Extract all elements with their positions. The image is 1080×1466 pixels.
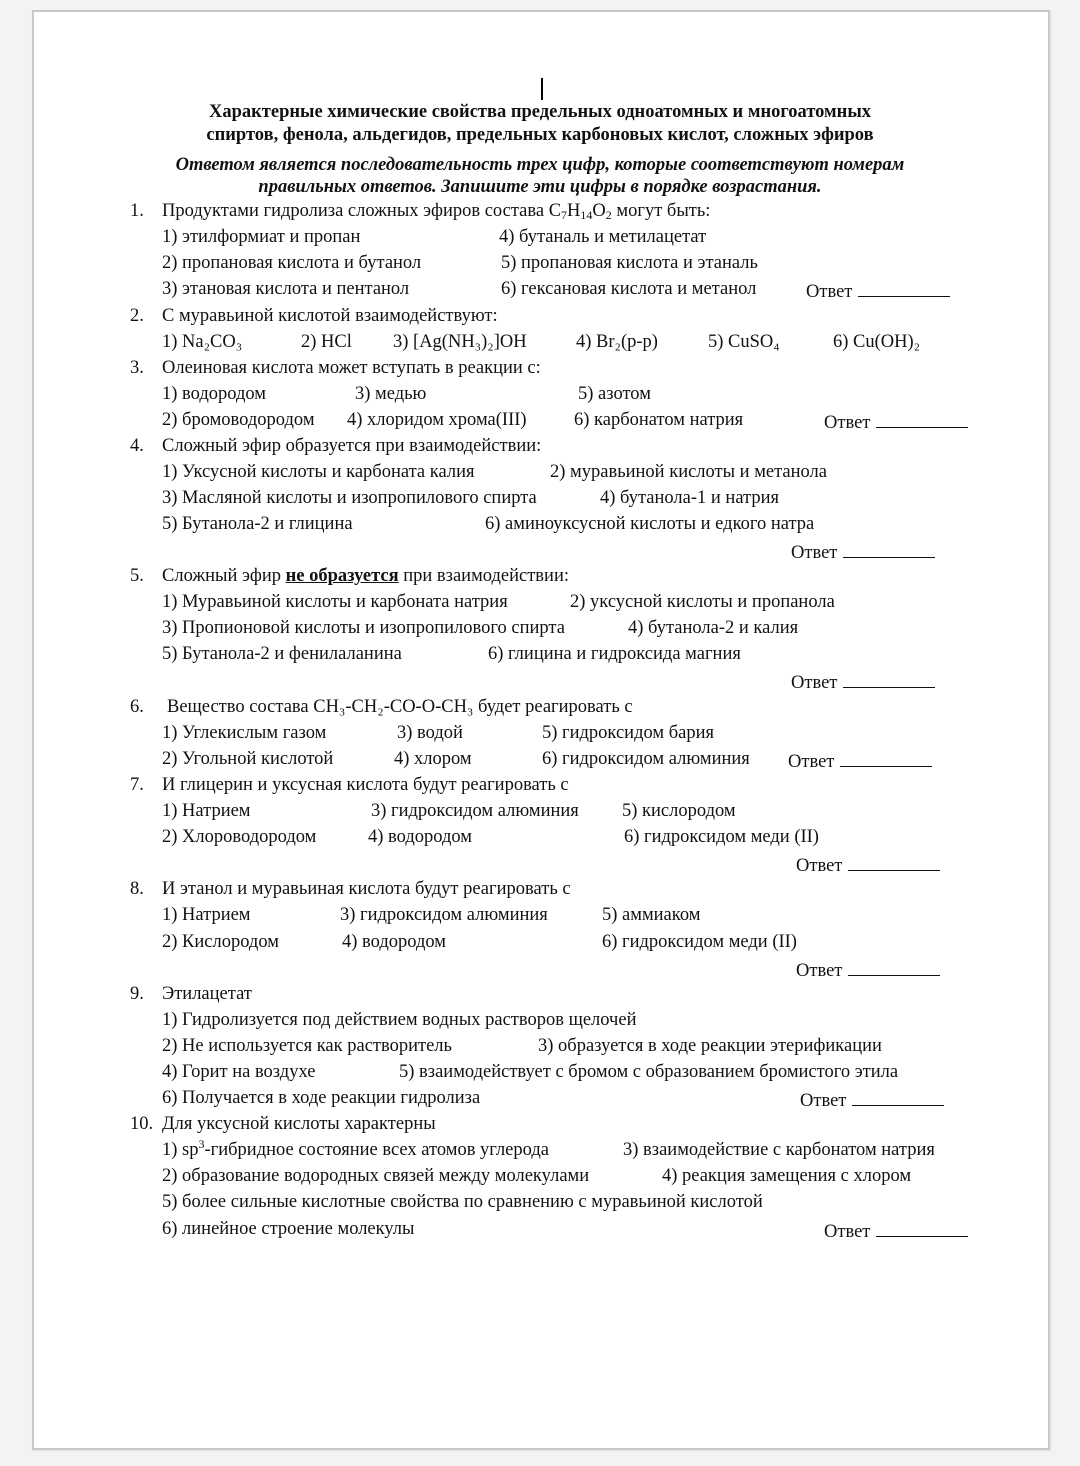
option: 5) азотом	[578, 384, 651, 404]
answer-blank[interactable]	[848, 852, 940, 871]
option-text: 1) sp	[162, 1140, 199, 1160]
answer-label: Ответ	[824, 1222, 871, 1242]
option-text: -гибридное состояние всех атомов углерода	[204, 1140, 549, 1160]
option: 2) уксусной кислоты и пропанола	[570, 592, 835, 612]
option: 1) этилформиат и пропан	[162, 227, 361, 247]
subscript: 14	[580, 208, 593, 222]
option: 2) муравьиной кислоты и метанола	[550, 462, 827, 482]
option: 1) Углекислым газом	[162, 723, 327, 743]
question-number: 3.	[130, 358, 144, 378]
stem-text: могут быть:	[611, 201, 711, 221]
option: 5) аммиаком	[602, 905, 701, 925]
answer-field[interactable]	[796, 852, 940, 877]
option: 4) водородом	[342, 932, 447, 952]
stem-text: Сложный эфир	[162, 566, 286, 586]
superscript: 3	[198, 1137, 205, 1151]
answer-label: Ответ	[788, 752, 835, 772]
option: 6) Получается в ходе реакции гидролиза	[162, 1088, 481, 1108]
option: 5) Бутанола-2 и фенилаланина	[162, 644, 402, 664]
option: 3) водой	[397, 723, 463, 743]
option: 1) Натрием	[162, 905, 251, 925]
option: 5) Бутанола-2 и глицина	[162, 514, 353, 534]
option: 4) хлоридом хрома(III)	[347, 410, 527, 430]
answer-field[interactable]	[791, 539, 935, 564]
option: 4) Br₂(р-р)	[576, 332, 658, 352]
option: 3) этановая кислота и пентанол	[162, 279, 410, 299]
option	[162, 1139, 549, 1161]
option: 2) Угольной кислотой	[162, 749, 334, 769]
answer-label: Ответ	[806, 282, 853, 302]
option: 2) образование водородных связей между молекулами	[162, 1166, 590, 1186]
stem-text: H	[567, 201, 581, 221]
option: 4) бутанола-2 и калия	[628, 618, 799, 638]
option: 4) бутанола-1 и натрия	[600, 488, 780, 508]
option: 3) медью	[355, 384, 427, 404]
option: 5) CuSO₄	[708, 332, 780, 352]
option: 4) водородом	[368, 827, 473, 847]
option: 1) Гидролизуется под действием водных растворов щелочей	[162, 1010, 637, 1030]
answer-blank[interactable]	[852, 1087, 944, 1106]
question-number: 6.	[130, 697, 144, 717]
option: 5) пропановая кислота и этаналь	[501, 253, 758, 273]
answer-label: Ответ	[791, 543, 838, 563]
option: 6) гидроксидом меди (II)	[624, 827, 819, 847]
question-stem: Вещество состава CH₃-CH₂-CO-O-CH₃ будет реагировать с	[167, 697, 633, 717]
question-stem: Сложный эфир образуется при взаимодействии:	[162, 436, 542, 456]
option: 6) гидроксидом меди (II)	[602, 932, 797, 952]
question-number: 7.	[130, 775, 144, 795]
option: 6) глицина и гидроксида магния	[488, 644, 741, 664]
instruction-line-2: правильных ответов. Запишите эти цифры в порядке возрастания.	[258, 177, 822, 197]
question-stem: Этилацетат	[162, 984, 252, 1004]
option: 4) бутаналь и метилацетат	[499, 227, 707, 247]
option: 1) Натрием	[162, 801, 251, 821]
question-number: 5.	[130, 566, 144, 586]
answer-blank[interactable]	[876, 1218, 968, 1237]
answer-blank[interactable]	[848, 957, 940, 976]
option: 4) Горит на воздухе	[162, 1062, 316, 1082]
subscript: 2	[605, 208, 612, 222]
answer-field[interactable]	[800, 1087, 944, 1112]
option: 1) Уксусной кислоты и карбоната калия	[162, 462, 475, 482]
question-stem: И этанол и муравьиная кислота будут реагировать с	[162, 879, 571, 899]
option: 5) взаимодействует с бромом с образованием бромистого этила	[399, 1062, 899, 1082]
option: 1) Муравьиной кислоты и карбоната натрия	[162, 592, 508, 612]
option: 3) Пропионовой кислоты и изопропилового спирта	[162, 618, 565, 638]
option: 2) бромоводородом	[162, 410, 315, 430]
answer-label: Ответ	[791, 673, 838, 693]
option: 3) гидроксидом алюминия	[371, 801, 579, 821]
question-number: 2.	[130, 306, 144, 326]
stem-text: O	[592, 201, 606, 221]
option: 6) линейное строение молекулы	[162, 1219, 415, 1239]
option: 2) Хлороводородом	[162, 827, 317, 847]
option: 6) аминоуксусной кислоты и едкого натра	[485, 514, 815, 534]
option: 5) более сильные кислотные свойства по сравнению с муравьиной кислотой	[162, 1192, 763, 1212]
option: 1) водородом	[162, 384, 267, 404]
answer-blank[interactable]	[843, 539, 935, 558]
answer-blank[interactable]	[843, 669, 935, 688]
question-stem: С муравьиной кислотой взаимодействуют:	[162, 306, 498, 326]
option: 1) Na₂CO₃	[162, 332, 243, 352]
option: 2) Не используется как растворитель	[162, 1036, 452, 1056]
question-number: 9.	[130, 984, 144, 1004]
question-number: 8.	[130, 879, 144, 899]
question-number: 1.	[130, 201, 144, 221]
option: 4) реакция замещения с хлором	[662, 1166, 912, 1186]
question-stem: Для уксусной кислоты характерны	[162, 1114, 436, 1134]
option: 3) [Ag(NH₃)₂]OH	[393, 332, 527, 352]
document-title-line-1: Характерные химические свойства предельных одноатомных и многоатомных	[208, 102, 872, 122]
answer-field[interactable]	[824, 1218, 968, 1243]
question-stem	[162, 200, 710, 222]
option: 3) гидроксидом алюминия	[340, 905, 548, 925]
option: 2) пропановая кислота и бутанол	[162, 253, 422, 273]
document-title-line-2: спиртов, фенола, альдегидов, предельных карбоновых кислот, сложных эфиров	[206, 125, 874, 145]
option: 6) Cu(OH)₂	[833, 332, 921, 352]
answer-blank[interactable]	[876, 409, 968, 428]
answer-field[interactable]	[796, 957, 940, 982]
answer-field[interactable]	[806, 278, 950, 303]
option: 6) гидроксидом алюминия	[542, 749, 750, 769]
question-number: 10.	[130, 1114, 154, 1134]
option: 2) Кислородом	[162, 932, 279, 952]
answer-label: Ответ	[800, 1091, 847, 1111]
instruction-line-1: Ответом является последовательность трех цифр, которые соответствуют номерам	[175, 155, 905, 175]
option: 6) гексановая кислота и метанол	[501, 279, 757, 299]
question-number: 4.	[130, 436, 144, 456]
subscript: 7	[561, 208, 568, 222]
option: 5) гидроксидом бария	[542, 723, 715, 743]
question-stem	[162, 565, 569, 587]
option: 3) образуется в ходе реакции этерификации	[538, 1036, 882, 1056]
option: 3) взаимодействие с карбонатом натрия	[623, 1140, 935, 1160]
answer-label: Ответ	[796, 856, 843, 876]
emphasis-text: не образуется	[285, 566, 399, 586]
answer-field[interactable]	[791, 669, 935, 694]
answer-blank[interactable]	[840, 748, 932, 767]
answer-label: Ответ	[824, 413, 871, 433]
answer-blank[interactable]	[858, 278, 950, 297]
answer-label: Ответ	[796, 961, 843, 981]
text-cursor	[541, 78, 543, 100]
stem-text: Продуктами гидролиза сложных эфиров состава C	[162, 201, 562, 221]
option: 2) HCl	[301, 332, 352, 352]
stem-text: при взаимодействии:	[398, 566, 569, 586]
option: 3) Масляной кислоты и изопропилового спирта	[162, 488, 537, 508]
option: 4) хлором	[394, 749, 472, 769]
answer-field[interactable]	[788, 748, 932, 773]
answer-field[interactable]	[824, 409, 968, 434]
question-stem: И глицерин и уксусная кислота будут реагировать с	[162, 775, 569, 795]
question-stem: Олеиновая кислота может вступать в реакции с:	[162, 358, 541, 378]
option: 6) карбонатом натрия	[574, 410, 744, 430]
option: 5) кислородом	[622, 801, 736, 821]
